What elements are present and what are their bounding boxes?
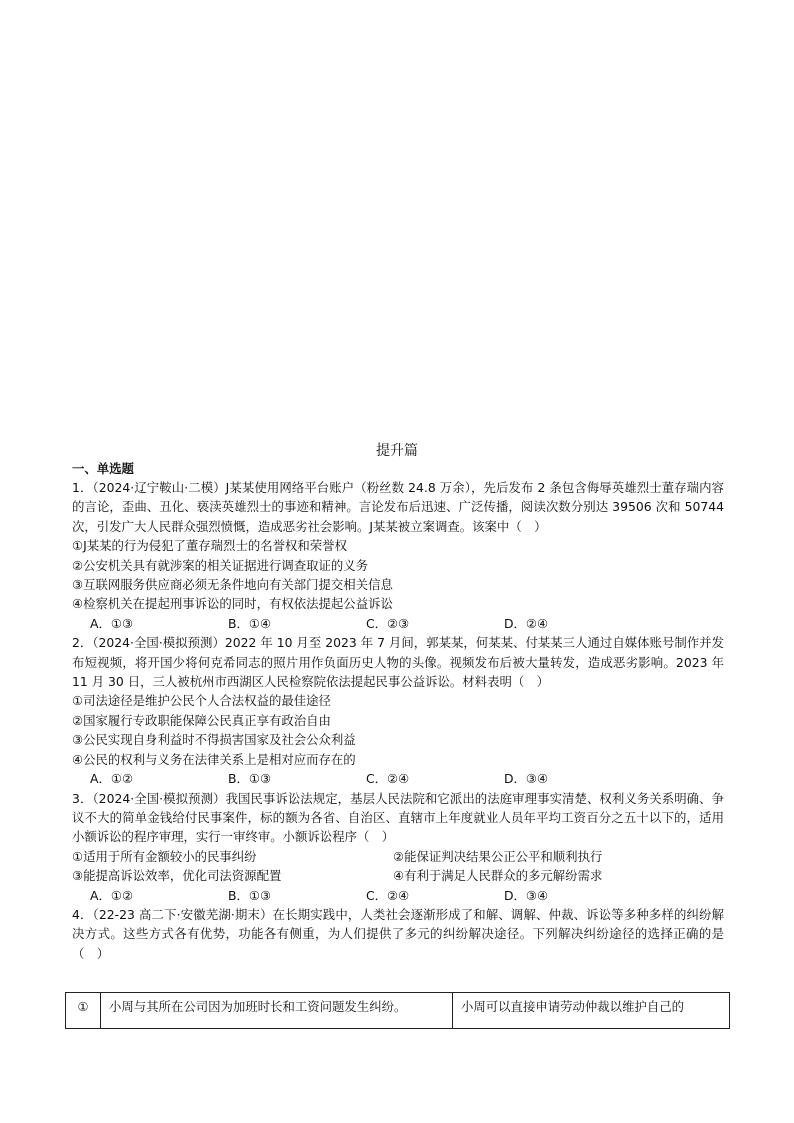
choice-b: B．①③ [228,771,272,787]
question-4 [72,905,724,963]
choice-d: D．③④ [504,887,549,903]
table-row [66,993,730,1029]
question-3 [72,789,724,905]
option-item: ④公民的权利与义务在法律关系上是相对应而存在的 [72,751,356,767]
choice-a: A．①③ [90,615,134,631]
choice-a: A．①② [90,887,134,903]
question-2 [72,633,724,788]
question-stem: 2．（2024·全国·模拟预测）2022 年 10 月至 2023 年 7 月间，郭某某，何某某、付某某三人通过自媒体账号制作并发布短视频，将开国少将何克希同志的照片用作负面历史人物的头像。视频发布后被大量转发，造成恶劣影响。2023 年 11 月 30 日，三人被杭州市西湖区人民检察院依法提起民事公益诉讼。材料表明（ ） [72,635,724,690]
option-row [72,866,724,885]
choice-d: D．③④ [504,771,549,787]
choice-b: B．①④ [228,615,272,631]
choice-c: C．②③ [366,615,410,631]
option-item: ①司法途径是维护公民个人合法权益的最佳途径 [72,693,331,709]
option-item: ②能保证判决结果公正公平和顺利执行 [393,848,603,864]
answer-choices [72,769,724,788]
answer-choices [72,886,724,905]
option-row [72,847,724,866]
question-1 [72,478,724,633]
choice-c: C．②④ [366,887,410,903]
option-item: ③公民实现自身利益时不得损害国家及社会公众利益 [72,732,356,748]
table-cell-index: ① [66,993,101,1029]
choice-b: B．①③ [228,887,272,903]
option-item: ②公安机关具有就涉案的相关证据进行调查取证的义务 [72,557,369,573]
choice-c: C．②④ [366,771,410,787]
option-item: ③互联网服务供应商必须无条件地向有关部门提交相关信息 [72,577,393,593]
page-title: 提升篇 [376,443,418,459]
table-cell-solution: 小周可以直接申请劳动仲裁以维护自己的 [453,993,730,1029]
option-item: ①适用于所有金额较小的民事纠纷 [72,848,257,864]
option-item: ①J某某的行为侵犯了董存瑞烈士的名誉权和荣誉权 [72,538,347,554]
choice-a: A．①② [90,771,134,787]
question-stem: 4．（22-23 高二下·安徽芜湖·期末）在长期实践中，人类社会逐渐形成了和解、调解、仲裁、诉讼等多种多样的纠纷解决方式。这些方式各有优势，功能各有侧重，为人们提供了多元的纠纷解决途径。下列解决纠纷途径的选择正确的是（ ） [72,906,724,961]
questions-body [72,478,724,963]
table-cell-scenario: 小周与其所在公司因为加班时长和工资问题发生纠纷。 [101,993,453,1029]
question-stem: 1．（2024·辽宁鞍山·二模）J某某使用网络平台账户（粉丝数 24.8 万余），先后发布 2 条包含侮辱英雄烈士董存瑞内容的言论，歪曲、丑化、亵渎英雄烈士的事迹和精神。言论发布后迅速、广泛传播，阅读次数分别达 39506 次和 50744 次，引发广大人民群众强烈愤慨，造成恶劣社会影响。J某某被立案调查。该案中（ ） [72,480,724,534]
option-item: ④检察机关在提起刑事诉讼的同时，有权依法提起公益诉讼 [72,596,393,612]
question-stem: 3．（2024·全国·模拟预测）我国民事诉讼法规定，基层人民法院和它派出的法庭审理事实清楚、权利义务关系明确、争议不大的简单金钱给付民事案件，标的额为各省、自治区、直辖市上年度就业人员年平均工资百分之五十以下的，适用小额诉讼的程序审理，实行一审终审。小额诉讼程序（ ） [72,790,724,845]
section-heading: 一、单选题 [72,461,134,476]
option-item: ④有利于满足人民群众的多元解纷需求 [393,868,603,884]
answer-choices [72,614,724,633]
option-item: ②国家履行专政职能保障公民真正享有政治自由 [72,712,331,728]
choice-d: D．②④ [504,615,549,631]
question-4-table [65,992,730,1029]
option-item: ③能提高诉讼效率，优化司法资源配置 [72,868,282,884]
